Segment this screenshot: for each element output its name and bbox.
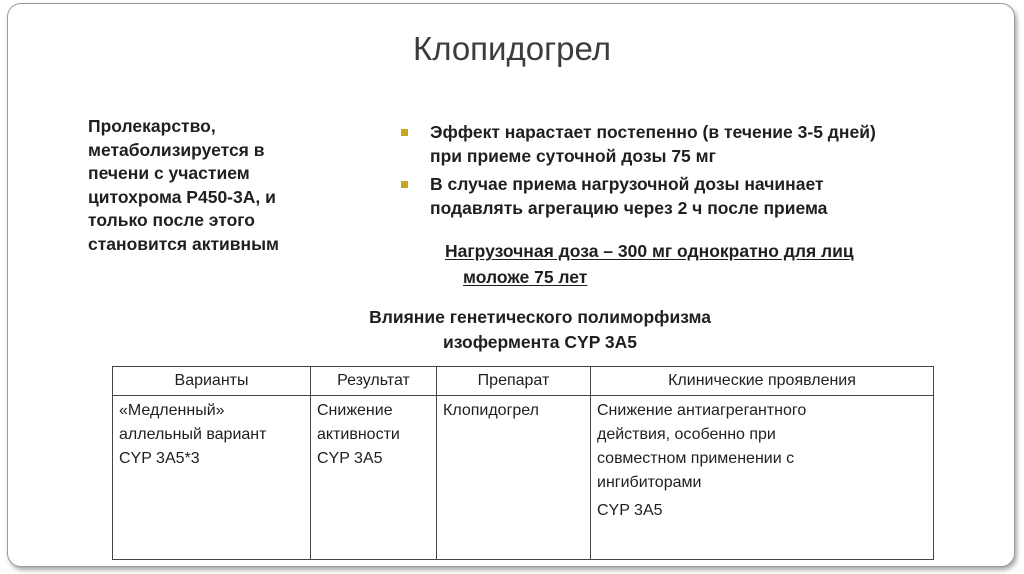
cell-result (311, 396, 437, 560)
cell-variants (113, 396, 311, 560)
cell-line: CYP 3A5 (317, 450, 383, 467)
table-caption (0, 305, 1024, 355)
header-result: Результат (311, 367, 437, 396)
cell-line: аллельный вариант (119, 426, 267, 443)
bullet-line: при приеме суточной дозы 75 мг (430, 145, 716, 166)
cell-line: активности (317, 426, 400, 443)
cell-line: совместном применении с (597, 450, 795, 467)
cell-line: CYP 3A5*3 (119, 450, 200, 467)
prodrug-line: печени с участием (88, 163, 250, 183)
square-bullet-icon (401, 129, 408, 136)
prodrug-line: становится активным (88, 233, 279, 254)
loading-dose-line: Нагрузочная доза – 300 мг однократно для лиц (445, 241, 854, 261)
slide-title: Клопидогрел (412, 30, 612, 67)
square-bullet-icon (401, 181, 408, 188)
bullet-item (400, 173, 1000, 220)
header-drug: Препарат (437, 367, 591, 396)
bullet-line: подавлять агрегацию через 2 ч после приема (430, 197, 828, 218)
cell-line: ингибиторами (597, 474, 702, 491)
bullet-line: В случае приема нагрузочной дозы начинает (430, 174, 824, 194)
cell-line: «Медленный» (119, 402, 225, 419)
polymorphism-table (112, 366, 934, 560)
bullet-list (400, 121, 1000, 225)
cell-clinical (591, 396, 934, 560)
caption-line: изофермента CYP 3A5 (442, 332, 638, 352)
prodrug-description (88, 115, 338, 256)
caption-line: Влияние генетического полиморфизма (369, 307, 711, 327)
cell-line: CYP 3A5 (597, 502, 663, 519)
prodrug-line: метаболизируется в (88, 139, 265, 160)
prodrug-line: Пролекарство, (88, 116, 216, 136)
cell-line: действия, особенно при (597, 426, 776, 443)
table-header-row (113, 367, 934, 396)
header-variants: Варианты (113, 367, 311, 396)
loading-dose-note (445, 238, 854, 290)
cell-line: Снижение антиагрегантного (597, 402, 807, 419)
prodrug-line: цитохрома P450-3A, и (88, 186, 276, 207)
header-clinical: Клинические проявления (591, 367, 934, 396)
cell-line: Клопидогрел (443, 402, 540, 419)
bullet-item (400, 121, 1000, 168)
loading-dose-line: моложе 75 лет (463, 267, 588, 287)
prodrug-line: только после этого (88, 210, 256, 230)
cell-drug (437, 396, 591, 560)
bullet-line: Эффект нарастает постепенно (в течение 3-5 дней) (430, 122, 876, 142)
cell-line: Снижение (317, 402, 393, 419)
table-row (113, 396, 934, 560)
